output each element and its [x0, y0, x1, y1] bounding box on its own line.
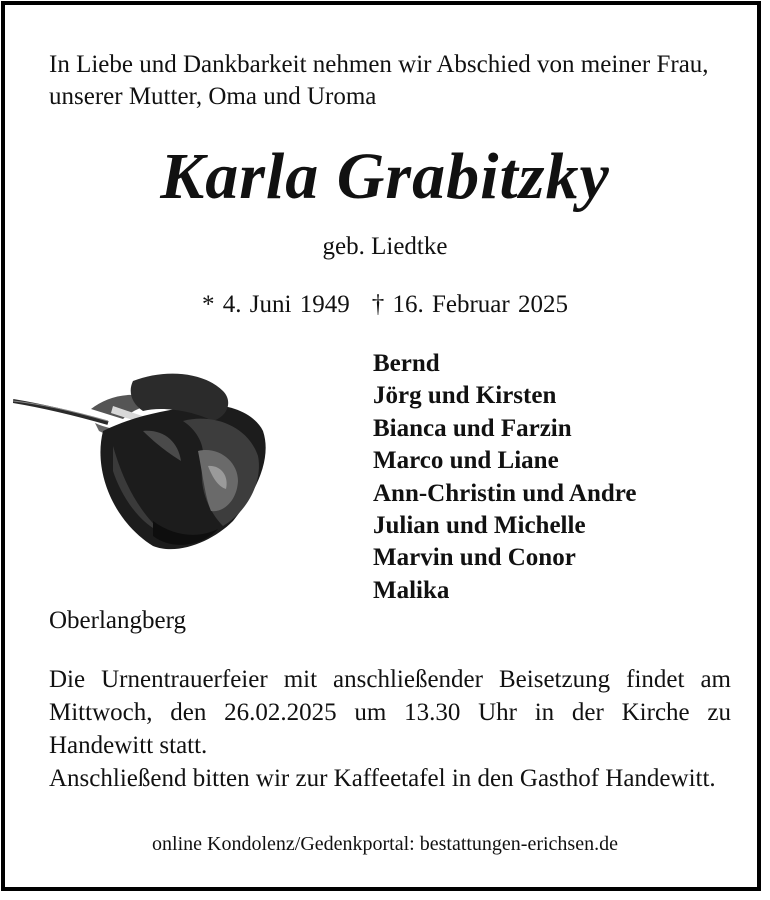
mourners-list — [373, 348, 637, 607]
intro-text: In Liebe und Dankbarkeit nehmen wir Abschied von meiner Frau, unserer Mutter, Oma und Uroma — [49, 51, 709, 110]
life-dates — [5, 291, 765, 319]
mourner-name: Bianca und Farzin — [373, 414, 572, 442]
mourner-name: Marco und Liane — [373, 447, 559, 475]
birth-date: * 4. Juni 1949 — [202, 291, 350, 318]
maiden-name: geb. Liedtke — [322, 233, 448, 260]
death-date: † 16. Februar 2025 — [371, 291, 568, 318]
reception-text: Anschließend bitten wir zur Kaffeetafel in den Gasthof Handewitt. — [49, 765, 716, 792]
online-condolence: online Kondolenz/Gedenkportal: bestattungen-erichsen.de — [152, 833, 618, 855]
obituary-frame — [1, 1, 761, 891]
place-name: Oberlangberg — [49, 607, 186, 634]
funeral-notice — [49, 663, 731, 795]
ceremony-text: Die Urnentrauerfeier mit anschließender Beisetzung findet am Mittwoch, den 26.02.2025 um 13.30 Uhr in der Kirche zu Handewitt statt. — [49, 666, 731, 759]
mourner-name: Marvin und Conor — [373, 544, 576, 572]
rose-icon — [13, 361, 283, 556]
mourner-name: Bernd — [373, 350, 440, 377]
mourner-name: Jörg und Kirsten — [373, 382, 557, 410]
mourner-name: Julian und Michelle — [373, 512, 586, 540]
mourner-name: Ann-Christin und Andre — [373, 479, 637, 507]
mourner-name: Malika — [373, 576, 450, 604]
deceased-name: Karla Grabitzky — [160, 140, 610, 213]
